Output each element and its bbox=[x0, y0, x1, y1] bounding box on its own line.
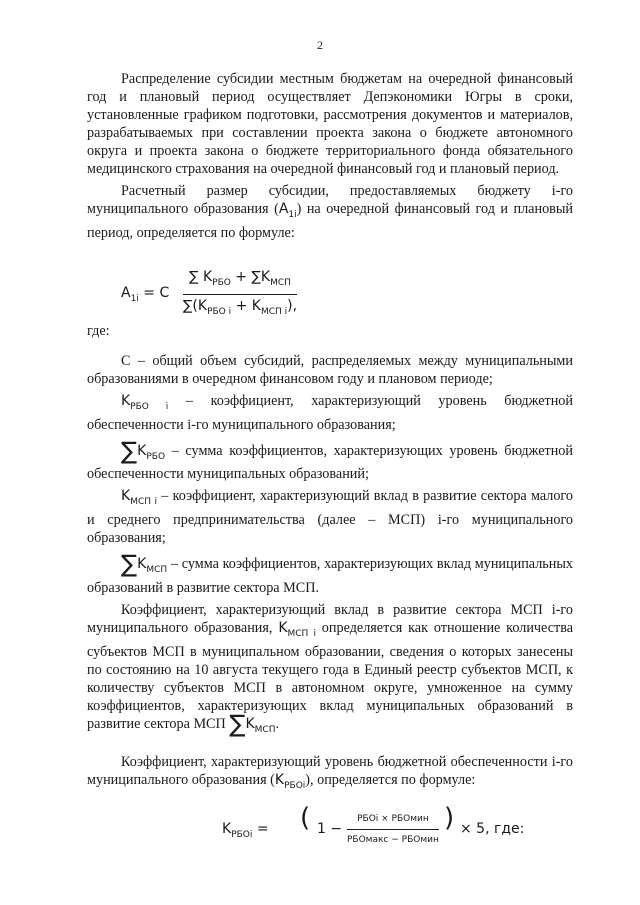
symbol-sum-kmsp: $\sum K_{МСП}$ bbox=[121, 550, 168, 579]
symbol-sum-krbo: $\sum K_{РБО}$ bbox=[121, 436, 166, 465]
formula2-tail: × 5, где: bbox=[460, 821, 525, 838]
page-number: 2 bbox=[317, 38, 323, 52]
paragraph-krbo-coefficient: Коэффициент, характеризующий уровень бюджетной обеспеченности i-го муниципального образования $(K_{РБОi})$, определяется по формуле: bbox=[87, 753, 573, 791]
formula2-open-paren: ( bbox=[300, 803, 311, 834]
formula-numerator: ∑ $K_{РБО} + \sum K_{МСП}$ bbox=[183, 268, 297, 295]
formula-fraction bbox=[183, 268, 297, 321]
where-label: где: bbox=[87, 322, 110, 339]
symbol-krboi-inline: $K_{РБОi}$ bbox=[274, 771, 306, 791]
paragraph-distribution: Распределение субсидии местным бюджетам на очередной финансовый год и плановый период осуществляет Депэкономики Югры в сроки, установленные графиком подготовки, рассмотрения документов и материалов, разрабатываемых при составлении проекта закона о бюджете автономного округа и проекта закона о бюджете территориального фонда обязательного медицинского страхования на очередной финансовый год и плановый период. bbox=[87, 71, 573, 177]
paragraph-kmsp-coefficient: Коэффициент, характеризующий вклад в развитие сектора МСП i-го муниципального образования, $K_{МСП i}$ определяется как отношение количества субъектов МСП в муниципальном образовании, сведения о которых занесены по состоянию на 10 августа текущего года в Единый реестр субъектов МСП, к количеству субъектов МСП в автономном округе, умноженное на сумму коэффициентов, характеризующих вклад муниципальных образований в развитие сектора МСП $\sum K_{МСП}$. bbox=[87, 601, 574, 738]
symbol-krbo: $K_{РБО i}$ bbox=[121, 392, 169, 412]
definition-sum-kmsp: $\sum K_{МСП}$ – сумма коэффициентов, характеризующих вклад муниципальных образований в развитие сектора МСП. bbox=[87, 550, 573, 596]
definition-kmsp: $K_{МСП i}$ – коэффициент, характеризующий вклад в развитие сектора малого и среднего предпринимательства (далее – МСП) i-го муниципального образования; bbox=[87, 488, 573, 547]
definition-c: C – общий объем субсидий, распределяемых между муниципальными образованиями в очередном финансовом году и плановом периоде; bbox=[87, 352, 573, 387]
formula2-one-minus: 1 − bbox=[317, 821, 343, 838]
paragraph-calculated-size: Расчетный размер субсидии, предоставляемых бюджету i-го муниципального образования $(A_{1i})$ на очередной финансовый год и плановый период, определяется по формуле: bbox=[87, 183, 573, 241]
formula2-lhs: $K_{РБОi}$ = bbox=[222, 821, 269, 841]
symbol-a1i: $A_{1i}$ bbox=[278, 201, 297, 220]
formula2-denominator: РБОмакс − РБОмин bbox=[347, 835, 439, 846]
formula-krboi bbox=[87, 803, 573, 846]
symbol-kmsp-inline: $K_{МСП i}$ bbox=[278, 619, 316, 639]
formula2-fraction bbox=[347, 810, 439, 849]
formula-a1i bbox=[87, 268, 573, 316]
definition-sum-krbo: $\sum K_{РБО}$ – сумма коэффициентов, характеризующих уровень бюджетной обеспеченности муниципальных образований; bbox=[87, 436, 573, 483]
formula-denominator: $\sum(K_{РБО i} + K_{МСП i})$, bbox=[183, 297, 298, 317]
symbol-kmsp: $K_{МСП i}$ bbox=[121, 488, 158, 508]
symbol-sum-kmsp-inline: $\sum K_{МСП}$ bbox=[229, 709, 276, 738]
document-body bbox=[87, 70, 573, 846]
formula2-close-paren: ) bbox=[444, 803, 455, 834]
formula2-numerator: РБОi × РБОмин bbox=[347, 810, 439, 830]
definition-krbo: $K_{РБО i}$ – коэффициент, характеризующий уровень бюджетной обеспеченности i-го муниципального образования; bbox=[87, 392, 573, 433]
formula-lhs: $A_{1i} = C$ bbox=[121, 284, 170, 304]
